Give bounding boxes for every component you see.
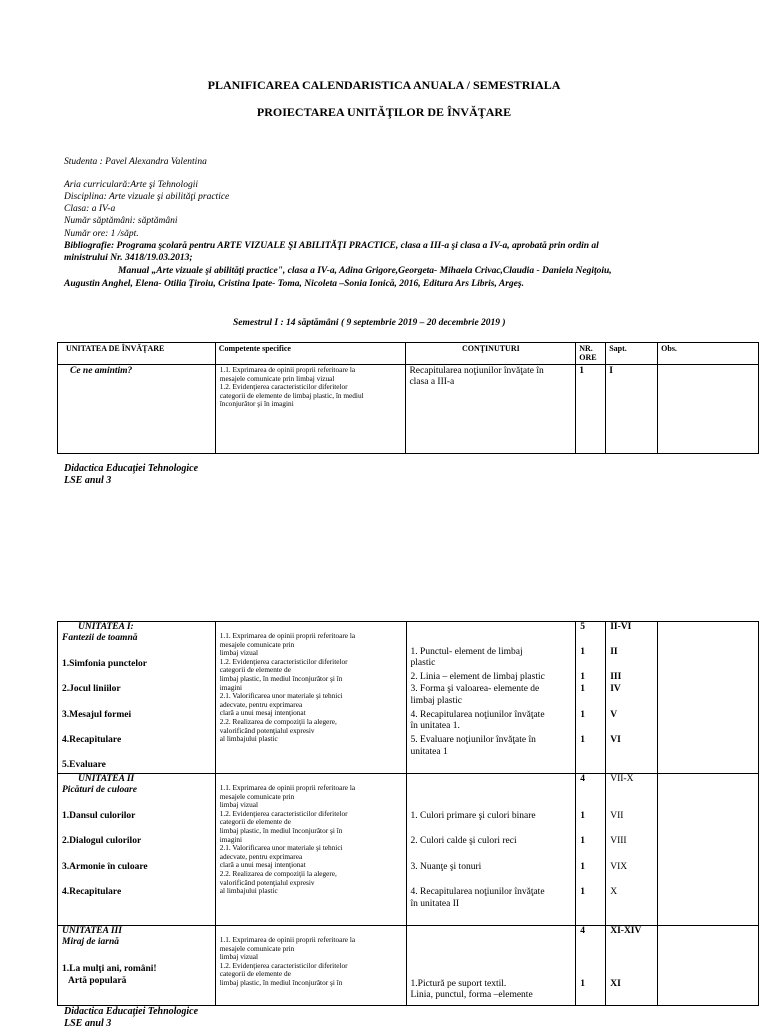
- content-line: unitatea 1: [410, 747, 448, 757]
- semester-label: Semestrul I : 14 săptămâni ( 9 septembrie 2019 – 20 decembrie 2019 ): [233, 318, 506, 328]
- week-value: II: [610, 647, 618, 657]
- competence-line: 2.1. Valorificarea unor materiale şi tehnici: [219, 691, 343, 701]
- unit1-total-weeks: II-VI: [610, 622, 632, 632]
- content-line: 4. Recapitularea noţiunilor învăţate: [410, 710, 545, 720]
- unit3-total-hours: 4: [580, 926, 586, 936]
- content-line: în unitatea 1.: [410, 721, 460, 731]
- competence-line: limbaj vizual: [219, 800, 259, 810]
- bibliography-line-1: Bibliografie: Programa şcolară pentru ARTE VIZUALE ŞI ABILITĂŢI PRACTICE, clasa a III-a şi clasa a IV-a, aprobată prin ordin al: [64, 241, 599, 251]
- manual-line-2: Augustin Anghel, Elena- Otilia Ţiroiu, Cristina Ipate- Toma, Nicoleta –Sonia Ionică, 2016, Editura Ars Libris, Argeş.: [64, 279, 524, 289]
- obs-cell: [658, 774, 759, 926]
- unit2-total-hours: 4: [580, 774, 586, 784]
- competence-line: categorii de elemente de: [219, 969, 291, 979]
- manual-line-1: Manual „Arte vizuale şi abilităţi practice", clasa a IV-a, Adina Grigore,Georgeta- Mihaela Crivac,Claudia - Daniela Negiţoiu,: [118, 266, 612, 276]
- competence-line: al limbajului plastic: [219, 734, 278, 744]
- footer-course: Didactica Educaţiei Tehnologice: [64, 463, 199, 474]
- unit3-weeks: [606, 926, 658, 1006]
- header-hours: NR. ORE: [576, 343, 606, 365]
- unit1-competences: [215, 622, 406, 774]
- content-line: în unitatea II: [410, 899, 460, 909]
- lesson-item: 1.La mulţi ani, români!: [62, 964, 157, 974]
- competence-line: limbaj plastic, în mediul înconjurător şi în: [219, 825, 343, 835]
- student-name: Studenta : Pavel Alexandra Valentina: [64, 157, 207, 167]
- planning-table-2: [57, 621, 759, 1006]
- contents-cell: [406, 365, 576, 454]
- hours-count: Număr ore: 1 /săpt.: [64, 229, 139, 239]
- page-title: PLANIFICAREA CALENDARISTICA ANUALA / SEMESTRIALA: [207, 78, 561, 92]
- competence-line: categorii de elemente de: [219, 817, 291, 827]
- unit2-weeks: [606, 774, 658, 926]
- unit1-subtitle: Fantezii de toamnă: [62, 633, 138, 643]
- unit1-total-hours: 5: [580, 622, 586, 632]
- unit1-title: UNITATEA I:: [78, 622, 134, 632]
- competence-line: 2.2. Realizarea de compoziţii la alegere,: [219, 716, 337, 726]
- competence-line: 2.2. Realizarea de compoziţii la alegere,: [219, 868, 337, 878]
- unit3-competences: [215, 926, 406, 1006]
- week-value: III: [610, 672, 622, 682]
- table-header-row: [58, 343, 759, 365]
- lesson-item: 4.Recapitulare: [62, 887, 122, 897]
- unit1-cell: [58, 622, 216, 774]
- content-line: clasa a III-a: [409, 377, 455, 387]
- competences-cell: [215, 365, 406, 454]
- competence-line: 1.2. Evidenţierea caracteristicilor diferitelor: [219, 960, 348, 970]
- competence-line: categorii de elemente de: [219, 665, 291, 675]
- competence-line: mesajele comunicate prin: [219, 791, 295, 801]
- competence-line: clară a unui mesaj intenţionat: [219, 860, 306, 870]
- competence-line: clară a unui mesaj intenţionat: [219, 708, 306, 718]
- week-value: VI: [610, 735, 621, 745]
- hours-value: 1: [580, 735, 586, 745]
- competence-line: valorificând potenţialul expresiv: [219, 725, 315, 735]
- hours-value: 1: [580, 811, 586, 821]
- competence-line: categorii de elemente de limbaj plastic, în mediul: [219, 390, 364, 400]
- unit-cell: Ce ne amintim?: [58, 365, 216, 454]
- class: Clasa: a IV-a: [64, 204, 116, 214]
- lesson-item: 3.Armonie în culoare: [62, 862, 148, 872]
- hours-value: 1: [580, 862, 586, 872]
- unit-row-1: [58, 622, 759, 774]
- unit2-competences: [215, 774, 406, 926]
- competence-line: 1.1. Exprimarea de opinii proprii referitoare la: [219, 783, 356, 792]
- header-competences: Competente specifice: [215, 343, 406, 365]
- competence-line: limbaj vizual: [219, 648, 259, 658]
- unit1-contents: [406, 622, 576, 774]
- competence-line: 1.1. Exprimarea de opinii proprii referitoare la: [219, 631, 356, 640]
- competence-line: 1.2. Evidenţierea caracteristicilor diferitelor: [219, 656, 348, 666]
- competence-line: valorificând potenţialul expresiv: [219, 877, 315, 887]
- header-week: Sapt.: [606, 343, 658, 365]
- week-value: VII: [610, 811, 624, 821]
- content-line: 4. Recapitularea noţiunilor învăţate: [410, 887, 545, 897]
- unit3-contents: [406, 926, 576, 1006]
- hours-value: 1: [580, 672, 586, 682]
- content-line: 2. Linia – element de limbaj plastic: [410, 672, 545, 682]
- content-line: plastic: [410, 658, 436, 668]
- unit2-cell: [58, 774, 216, 926]
- week-cell: I: [606, 365, 658, 454]
- lesson-item: 4.Recapitulare: [62, 735, 122, 745]
- unit2-contents: [406, 774, 576, 926]
- lesson-item: 3.Mesajul formei: [62, 710, 132, 720]
- unit2-hours: [576, 774, 606, 926]
- hours-value: 1: [580, 647, 586, 657]
- hours-value: 1: [580, 836, 586, 846]
- competence-line: limbaj plastic, în mediul înconjurător şi în: [219, 977, 343, 987]
- content-line: 1. Culori primare şi culori binare: [410, 811, 536, 821]
- obs-cell: [658, 365, 759, 454]
- unit2-subtitle: Picături de culoare: [62, 785, 137, 795]
- table-row: [58, 365, 759, 454]
- unit1-hours: [576, 622, 606, 774]
- header-contents: CONŢINUTURI: [406, 343, 576, 365]
- competence-line: 1.2. Evidenţierea caracteristicilor diferitelor: [219, 808, 348, 818]
- unit1-weeks: [606, 622, 658, 774]
- footer-year-2: LSE anul 3: [64, 1018, 112, 1029]
- unit2-total-weeks: VII-X: [610, 774, 634, 784]
- unit-row-2: [58, 774, 759, 926]
- content-line: 5. Evaluare noţiunilor învăţate în: [410, 735, 536, 745]
- bibliography-line-2: ministrului Nr. 3418/19.03.2013;: [64, 253, 193, 263]
- competence-line: 2.1. Valorificarea unor materiale şi tehnici: [219, 843, 343, 853]
- lesson-item: 2.Jocul liniilor: [62, 684, 121, 694]
- discipline: Disciplina: Arte vizuale şi abilităţi practice: [64, 192, 230, 202]
- competence-line: mesajele comunicate prin: [219, 639, 295, 649]
- planning-table-1: [57, 342, 759, 454]
- unit3-subtitle: Miraj de iarnă: [62, 937, 120, 947]
- obs-cell: [658, 926, 759, 1006]
- curricular-area: Aria curriculară:Arte şi Tehnologii: [64, 180, 198, 190]
- lesson-item: 5.Evaluare: [62, 760, 106, 770]
- unit3-hours: [576, 926, 606, 1006]
- hours-cell: 1: [576, 365, 606, 454]
- header-obs: Obs.: [658, 343, 759, 365]
- competence-line: 1.1. Exprimarea de opinii proprii referitoare la: [219, 365, 356, 374]
- competence-line: limbaj plastic, în mediul înconjurător şi în: [219, 673, 343, 683]
- lesson-item: 1.Dansul culorilor: [62, 811, 136, 821]
- content-line: 1.Pictură pe suport textil.: [410, 979, 507, 989]
- weeks-count: Număr săptămâni: săptămâni: [64, 216, 178, 226]
- competence-line: imagini: [219, 682, 243, 692]
- week-value: X: [610, 887, 618, 897]
- content-line: Linia, punctul, forma –elemente: [410, 990, 533, 1000]
- competence-line: adecvate, pentru exprimarea: [219, 699, 303, 709]
- competence-line: mesajele comunicate prin: [219, 943, 295, 953]
- footer-year: LSE anul 3: [64, 475, 112, 486]
- competence-line: al limbajului plastic: [219, 886, 278, 896]
- competence-line: limbaj vizual: [219, 952, 259, 962]
- unit3-total-weeks: XI-XIV: [610, 926, 642, 936]
- competence-line: imagini: [219, 834, 243, 844]
- lesson-item: 1.Simfonia punctelor: [62, 659, 147, 669]
- hours-value: 1: [580, 710, 586, 720]
- unit2-title: UNITATEA II: [78, 774, 135, 784]
- content-line: Recapitularea noţiunilor învăţate în: [409, 366, 544, 376]
- competence-line: 1.1. Exprimarea de opinii proprii referitoare la: [219, 935, 356, 944]
- obs-cell: [658, 622, 759, 774]
- content-line: 1. Punctul- element de limbaj: [410, 647, 523, 657]
- competence-line: mesajele comunicate prin limbaj vizual: [219, 373, 335, 383]
- week-value: IV: [610, 684, 621, 694]
- content-line: 3. Forma şi valoarea- elemente de: [410, 684, 540, 694]
- competence-line: 1.2. Evidenţierea caracteristicilor diferitelor: [219, 382, 348, 392]
- footer-course-2: Didactica Educaţiei Tehnologice: [64, 1006, 199, 1017]
- content-line: 2. Culori calde şi culori reci: [410, 836, 517, 846]
- content-line: limbaj plastic: [410, 696, 462, 706]
- week-value: VIII: [610, 836, 627, 846]
- week-value: XI: [610, 979, 621, 989]
- week-value: VIX: [610, 862, 628, 872]
- unit-row-3: [58, 926, 759, 1006]
- week-value: V: [610, 710, 618, 720]
- page-subtitle: PROIECTAREA UNITĂŢILOR DE ÎNVĂŢARE: [256, 105, 512, 119]
- hours-value: 1: [580, 979, 586, 989]
- unit3-cell: [58, 926, 216, 1006]
- lesson-item: 2.Dialogul culorilor: [62, 836, 142, 846]
- hours-value: 1: [580, 887, 586, 897]
- header-unit: UNITATEA DE ÎNVĂŢARE: [58, 343, 216, 365]
- hours-value: 1: [580, 684, 586, 694]
- competence-line: adecvate, pentru exprimarea: [219, 851, 303, 861]
- unit3-title: UNITATEA III: [62, 926, 122, 936]
- lesson-item: Artă populară: [68, 976, 127, 986]
- content-line: 3. Nuanţe şi tonuri: [410, 862, 482, 872]
- competence-line: înconjurător şi în imagini: [219, 399, 294, 409]
